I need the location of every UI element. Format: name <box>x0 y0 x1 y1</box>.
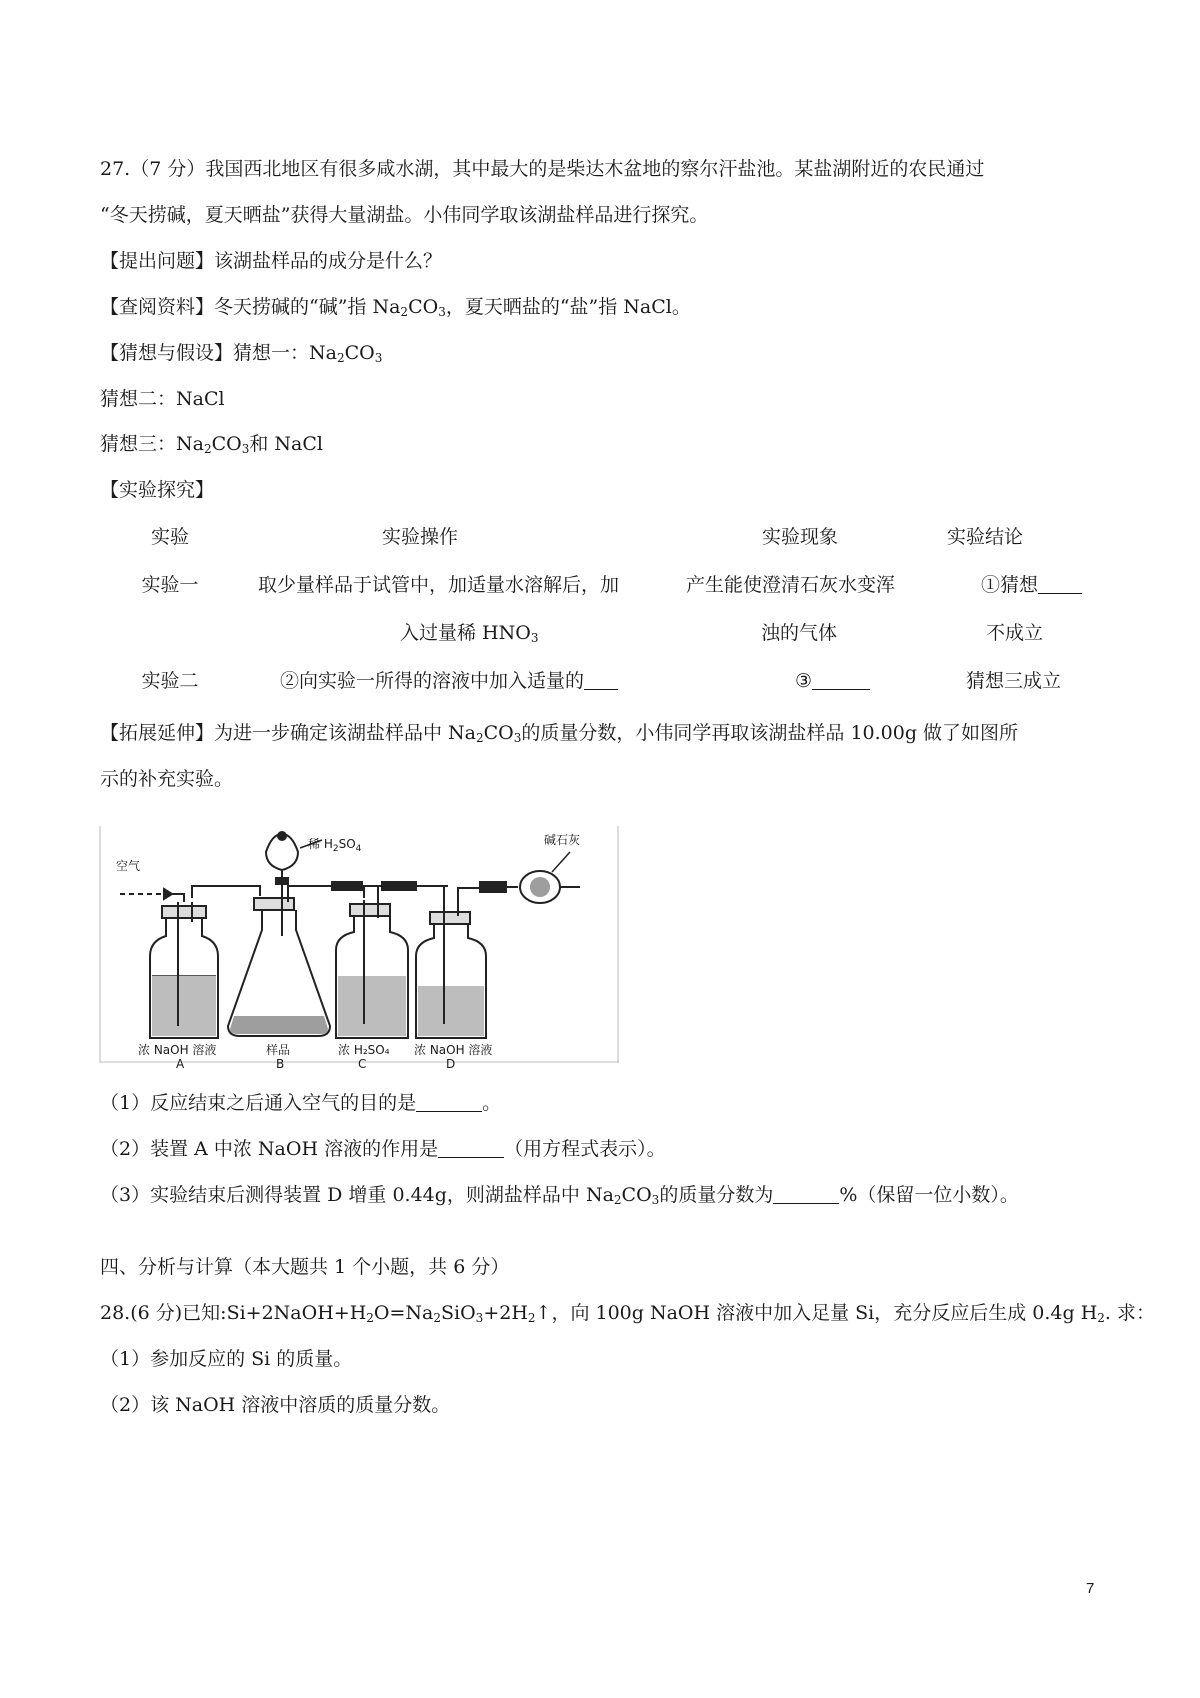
row1-operation-line1: 取少量样品于试管中，加适量水溶解后，加 <box>258 574 620 596</box>
q27-line2: “冬天捞碱，夏天晒盐”获得大量湖盐。小伟同学取该湖盐样品进行探究。 <box>100 204 709 226</box>
row1-conclusion-line2: 不成立 <box>986 622 1044 644</box>
answer-blank-4[interactable] <box>416 1093 482 1112</box>
row2-name: 实验二 <box>141 670 199 692</box>
row2-conclusion: 猜想三成立 <box>966 670 1062 692</box>
table-header-operation: 实验操作 <box>381 526 458 548</box>
figure-label-acid: 稀 $H_2SO_4$ <box>308 837 362 854</box>
row1-phenomenon-line2: 浊的气体 <box>761 622 838 644</box>
q27-line1: 27.（7 分）我国西北地区有很多咸水湖，其中最大的是柴达木盆地的察尔汗盐池。某盐湖附近的农民通过 <box>100 158 985 180</box>
q28-part1: （1）参加反应的 Si 的质量。 <box>100 1348 353 1370</box>
table-header-conclusion: 实验结论 <box>946 526 1023 548</box>
q27-extension-line1: 【拓展延伸】为进一步确定该湖盐样品中 $Na_2CO_3$的质量分数，小伟同学再取该湖盐样品 10.00g 做了如图所 <box>100 722 1019 745</box>
figure-label-air: 空气 <box>116 859 141 873</box>
apparatus-figure <box>100 826 619 1071</box>
figure-label-d-letter: D <box>446 1057 456 1071</box>
q27-question: 【提出问题】该湖盐样品的成分是什么？ <box>100 250 443 272</box>
table-header-experiment: 实验 <box>150 526 189 548</box>
answer-blank-2[interactable] <box>584 671 618 690</box>
answer-blank-5[interactable] <box>438 1139 504 1158</box>
figure-label-soda-lime: 碱石灰 <box>544 833 581 847</box>
row2-operation: ②向实验一所得的溶液中加入适量的 <box>280 669 618 693</box>
answer-blank-3[interactable] <box>812 671 870 690</box>
figure-label-b-letter: B <box>276 1057 285 1071</box>
q27-part1: （1）反应结束之后通入空气的目的是 。 <box>100 1092 502 1114</box>
row2-phenomenon: ③ <box>795 669 870 693</box>
q28-part2: （2）该 NaOH 溶液中溶质的质量分数。 <box>100 1394 451 1416</box>
figure-label-d-name: 浓 NaOH 溶液 <box>414 1043 493 1057</box>
page-number: 7 <box>1086 1580 1095 1597</box>
q27-guess3: 猜想三：$Na_2CO_3$和 NaCl <box>100 433 323 456</box>
q28-stem: 28.(6 分)已知$:Si+2NaOH+H_2O=Na_2SiO_3+2H_2↑$，向 100g NaOH 溶液中加入足量 Si，充分反应后生成 0.4g $H_2$. 求： <box>100 1302 1155 1325</box>
row1-operation-line2: 入过量稀 $HNO_3$ <box>400 622 539 645</box>
q27-extension-line2: 示的补充实验。 <box>100 768 234 790</box>
q27-part3: （3）实验结束后测得装置 D 增重 0.44g，则湖盐样品中 $Na_2CO_3$的质量分数为 %（保留一位小数）。 <box>100 1184 1019 1207</box>
q27-guess2: 猜想二：NaCl <box>100 388 225 410</box>
table-header-phenomenon: 实验现象 <box>761 526 838 548</box>
row1-phenomenon-line1: 产生能使澄清石灰水变浑 <box>686 574 896 596</box>
figure-label-a-name: 浓 NaOH 溶液 <box>138 1043 217 1057</box>
figure-label-c-letter: C <box>358 1057 367 1071</box>
figure-label-a-letter: A <box>176 1057 185 1071</box>
figure-label-c-name: 浓 H₂SO₄ <box>338 1043 390 1057</box>
q27-part2: （2）装置 A 中浓 NaOH 溶液的作用是 （用方程式表示）。 <box>100 1138 666 1160</box>
row1-name: 实验一 <box>141 574 199 596</box>
answer-blank-1[interactable] <box>1038 575 1082 594</box>
q27-guess1: 【猜想与假设】猜想一：$Na_2CO_3$ <box>100 342 383 365</box>
figure-label-b-name: 样品 <box>266 1043 291 1057</box>
q27-explore-heading: 【实验探究】 <box>100 479 215 501</box>
answer-blank-6[interactable] <box>773 1185 839 1204</box>
section-4-heading: 四、分析与计算（本大题共 1 个小题，共 6 分） <box>100 1256 510 1278</box>
row1-conclusion-line1: ①猜想 <box>981 573 1082 597</box>
q27-info: 【查阅资料】冬天捞碱的“碱”指 $Na_2CO_3$，夏天晒盐的“盐”指 NaCl。 <box>100 296 691 319</box>
